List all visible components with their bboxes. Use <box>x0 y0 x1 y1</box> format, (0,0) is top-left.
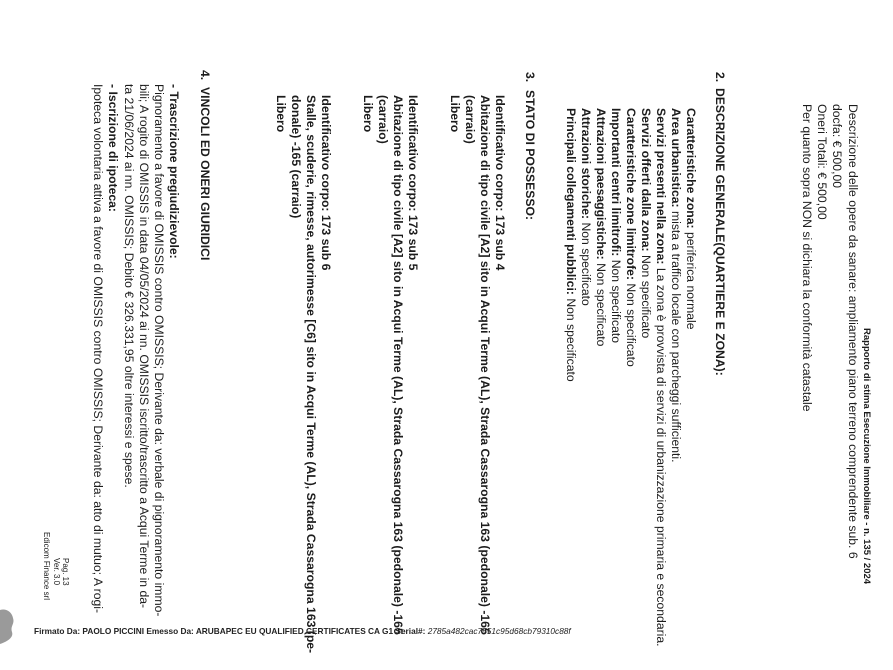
row-value: Non specificato <box>624 283 638 367</box>
zone-row <box>669 108 683 463</box>
section-number: 4. <box>198 70 212 81</box>
digital-signature-line <box>34 626 571 636</box>
row-value: Non specificato <box>579 222 593 306</box>
intro-line: Oneri Totali: € 500,00 <box>815 104 829 220</box>
zone-row <box>594 108 608 346</box>
section-title: DESCRIZIONE GENERALE(QUARTIERE E ZONA): <box>713 88 727 376</box>
version-label: Ver. 3.0 <box>52 558 61 586</box>
row-value: mista a traffico locale con parcheggi sufficienti. <box>669 210 683 463</box>
row-value: periferica normale <box>684 231 698 330</box>
row-label: Attrazioni storiche: <box>579 108 593 220</box>
iscrizione-line: Ipoteca volontaria attiva a favore di OMISSIS contro OMISSIS; Derivante da: atto di mutuo; A rogi- <box>91 84 105 614</box>
description-line: donale) -165 (carraio) <box>289 95 303 219</box>
row-label: Caratteristiche zone limitrofe: <box>624 108 638 281</box>
row-label: Servizi presenti nella zona: <box>654 108 668 265</box>
identificativo-line: Identificativo corpo: 173 sub 4 <box>493 95 507 271</box>
section-title: VINCOLI ED ONERI GIURIDICI <box>198 87 212 261</box>
section-title: STATO DI POSSESSO: <box>523 90 537 221</box>
subsection-heading: - Trascrizione pregiudizievole: <box>167 84 181 259</box>
stamp-mark-icon <box>0 606 16 646</box>
row-label: Principali collegamenti pubblici: <box>564 108 578 295</box>
publisher-label: Edicom Finance srl <box>42 532 51 601</box>
description-line: (carraio) <box>463 95 477 144</box>
row-label: Importanti centri limitrofi: <box>609 108 623 257</box>
row-value: Non specificato <box>609 259 623 344</box>
row-value: Non specificato <box>639 254 653 339</box>
row-value: Non specificato <box>594 263 608 347</box>
trascrizione-line: ta 21/06/2024 ai nn. OMISSIS; Debito € 326.331,95 oltre interessi e spese. <box>122 84 136 488</box>
row-label: Servizi offerti dalla zona: <box>639 108 653 252</box>
zone-row <box>654 108 668 647</box>
zone-row <box>579 108 593 306</box>
description-line: Stalle, scuderie, rimesse, autorimesse [C6] sito in Acqui Terme (AL), Strada Cassarogna 163 (pe- <box>304 95 318 654</box>
description-line: (carraio) <box>376 95 390 144</box>
subsection-heading: - Iscrizione di ipoteca: <box>106 84 120 212</box>
identificativo-line: Identificativo corpo: 173 sub 5 <box>406 95 420 271</box>
section-number: 3. <box>523 72 537 83</box>
intro-line: Descrizione delle opere da sanare: ampliamento piano terreno comprendente sub. 6 <box>846 104 860 559</box>
description-line: Abitazione di tipo civile [A2] sito in Acqui Terme (AL), Strada Cassarogna 163 (pedonale) -165 <box>391 95 405 635</box>
status-line: Libero <box>448 95 462 133</box>
status-line: Libero <box>274 95 288 133</box>
signature-serial: 2785a482cac7551c95d68cb79310c88f <box>427 626 571 636</box>
intro-line: Per quanto sopra NON si dichiara la conformità catastale <box>800 104 814 412</box>
zone-row <box>624 108 638 367</box>
signature-label: Firmato Da: PAOLO PICCINI Emesso Da: ARUBAPEC EU QUALIFIED CERTIFICATES CA G1 Serial#: <box>34 626 428 636</box>
report-header: Rapporto di stima Esecuzione Immobiliare - n. 135 / 2024 <box>861 328 872 585</box>
section-number: 2. <box>713 72 727 83</box>
intro-line: docfa: € 500,00 <box>830 104 844 189</box>
zone-row <box>639 108 653 338</box>
page-number: Pag. 13 <box>61 558 70 586</box>
identificativo-line: Identificativo corpo: 173 sub 6 <box>319 95 333 271</box>
zone-row <box>609 108 623 343</box>
row-value: Non specificato <box>564 298 578 382</box>
zone-row <box>684 108 698 330</box>
trascrizione-line: bili; A rogito di OMISSIS in data 04/05/2024 ai nn. OMISSIS iscritto/trascritto a Acqui Terme in da- <box>137 84 151 609</box>
row-label: Area urbanistica: <box>669 108 683 208</box>
status-line: Libero <box>361 95 375 133</box>
zone-row <box>564 108 578 382</box>
trascrizione-line: Pignoramento a favore di OMISSIS contro OMISSIS; Derivante da: verbale di pignoramento immo- <box>152 84 166 617</box>
row-label: Caratteristiche zona: <box>684 108 698 229</box>
description-line: Abitazione di tipo civile [A2] sito in Acqui Terme (AL), Strada Cassarogna 163 (pedonale) -165 <box>478 95 492 635</box>
row-label: Attrazioni paesaggistiche: <box>594 108 608 260</box>
row-value: La zona è provvista di servizi di urbanizzazione primaria e secondaria. <box>654 267 668 647</box>
